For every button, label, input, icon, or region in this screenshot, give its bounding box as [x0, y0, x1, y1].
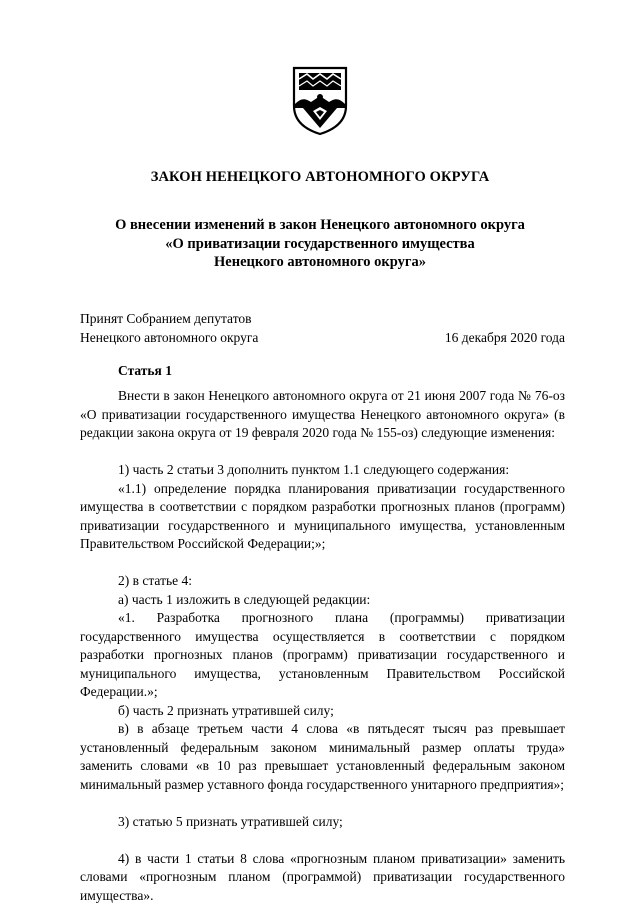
adopted-row [80, 329, 565, 348]
paragraph-item-2v: в) в абзаце третьем части 4 слова «в пятьдесят тысяч раз превышает установленный федеральным законом минимальный размер оплаты труда» заменить словами «в 10 раз превышает установленный федеральным законом минимальный размер уставного фонда государственного унитарного предприятия»; [80, 721, 565, 792]
article-body [80, 387, 565, 905]
paragraph-intro: Внести в закон Ненецкого автономного округа от 21 июня 2007 года № 76-оз «О приватизации государственного имущества Ненецкого автономного округа» (в редакции закона округа от 19 февраля 2020 года № 155-оз) следующие изменения: [80, 388, 565, 440]
article-heading: Статья 1 [118, 363, 172, 378]
paragraph-item-2a: а) часть 1 изложить в следующей редакции: [118, 591, 371, 607]
subtitle-line: О внесении изменений в закон Ненецкого автономного округа [115, 217, 525, 233]
law-title: ЗАКОН НЕНЕЦКОГО АВТОНОМНОГО ОКРУГА [150, 169, 490, 185]
subtitle-line: «О приватизации государственного имущества [165, 235, 475, 252]
paragraph-item-2a-text: «1. Разработка прогнозного плана (программы) приватизации государственного имущества осуществляется в соответствии с порядком разработки прогнозных планов (программ) приватизации государственного и муниципального имущества, установленным Правительством Российской Федерации.»; [80, 610, 565, 699]
adoption-date: 16 декабря 2020 года [444, 329, 565, 345]
adopted-by-line: Принят Собранием депутатов [80, 311, 252, 326]
subtitle-line: Ненецкого автономного округа» [214, 254, 426, 270]
paragraph-item-2b: б) часть 2 признать утратившей силу; [118, 702, 334, 718]
adoption-block [80, 310, 565, 347]
adopted-by-line-2: Ненецкого автономного округа [80, 329, 259, 345]
coat-of-arms-icon [291, 66, 349, 136]
paragraph-item-2: 2) в статье 4: [118, 573, 192, 588]
paragraph-item-3: 3) статью 5 признать утратившей силу; [118, 813, 343, 829]
paragraph-item-1: 1) часть 2 статьи 3 дополнить пунктом 1.1 следующего содержания: [118, 462, 510, 477]
paragraph-item-4: 4) в части 1 статьи 8 слова «прогнозным планом приватизации» заменить словами «прогнозным планом (программой) приватизации государственного имущества». [80, 850, 565, 903]
paragraph-item-1-text: «1.1) определение порядка планирования приватизации государственного имущества в соответствии с порядком разработки прогнозных планов (программ) приватизации государственного и муниципального имущества, установленным Правительством Российской Федерации;»; [80, 480, 565, 551]
law-subtitle [90, 216, 550, 272]
